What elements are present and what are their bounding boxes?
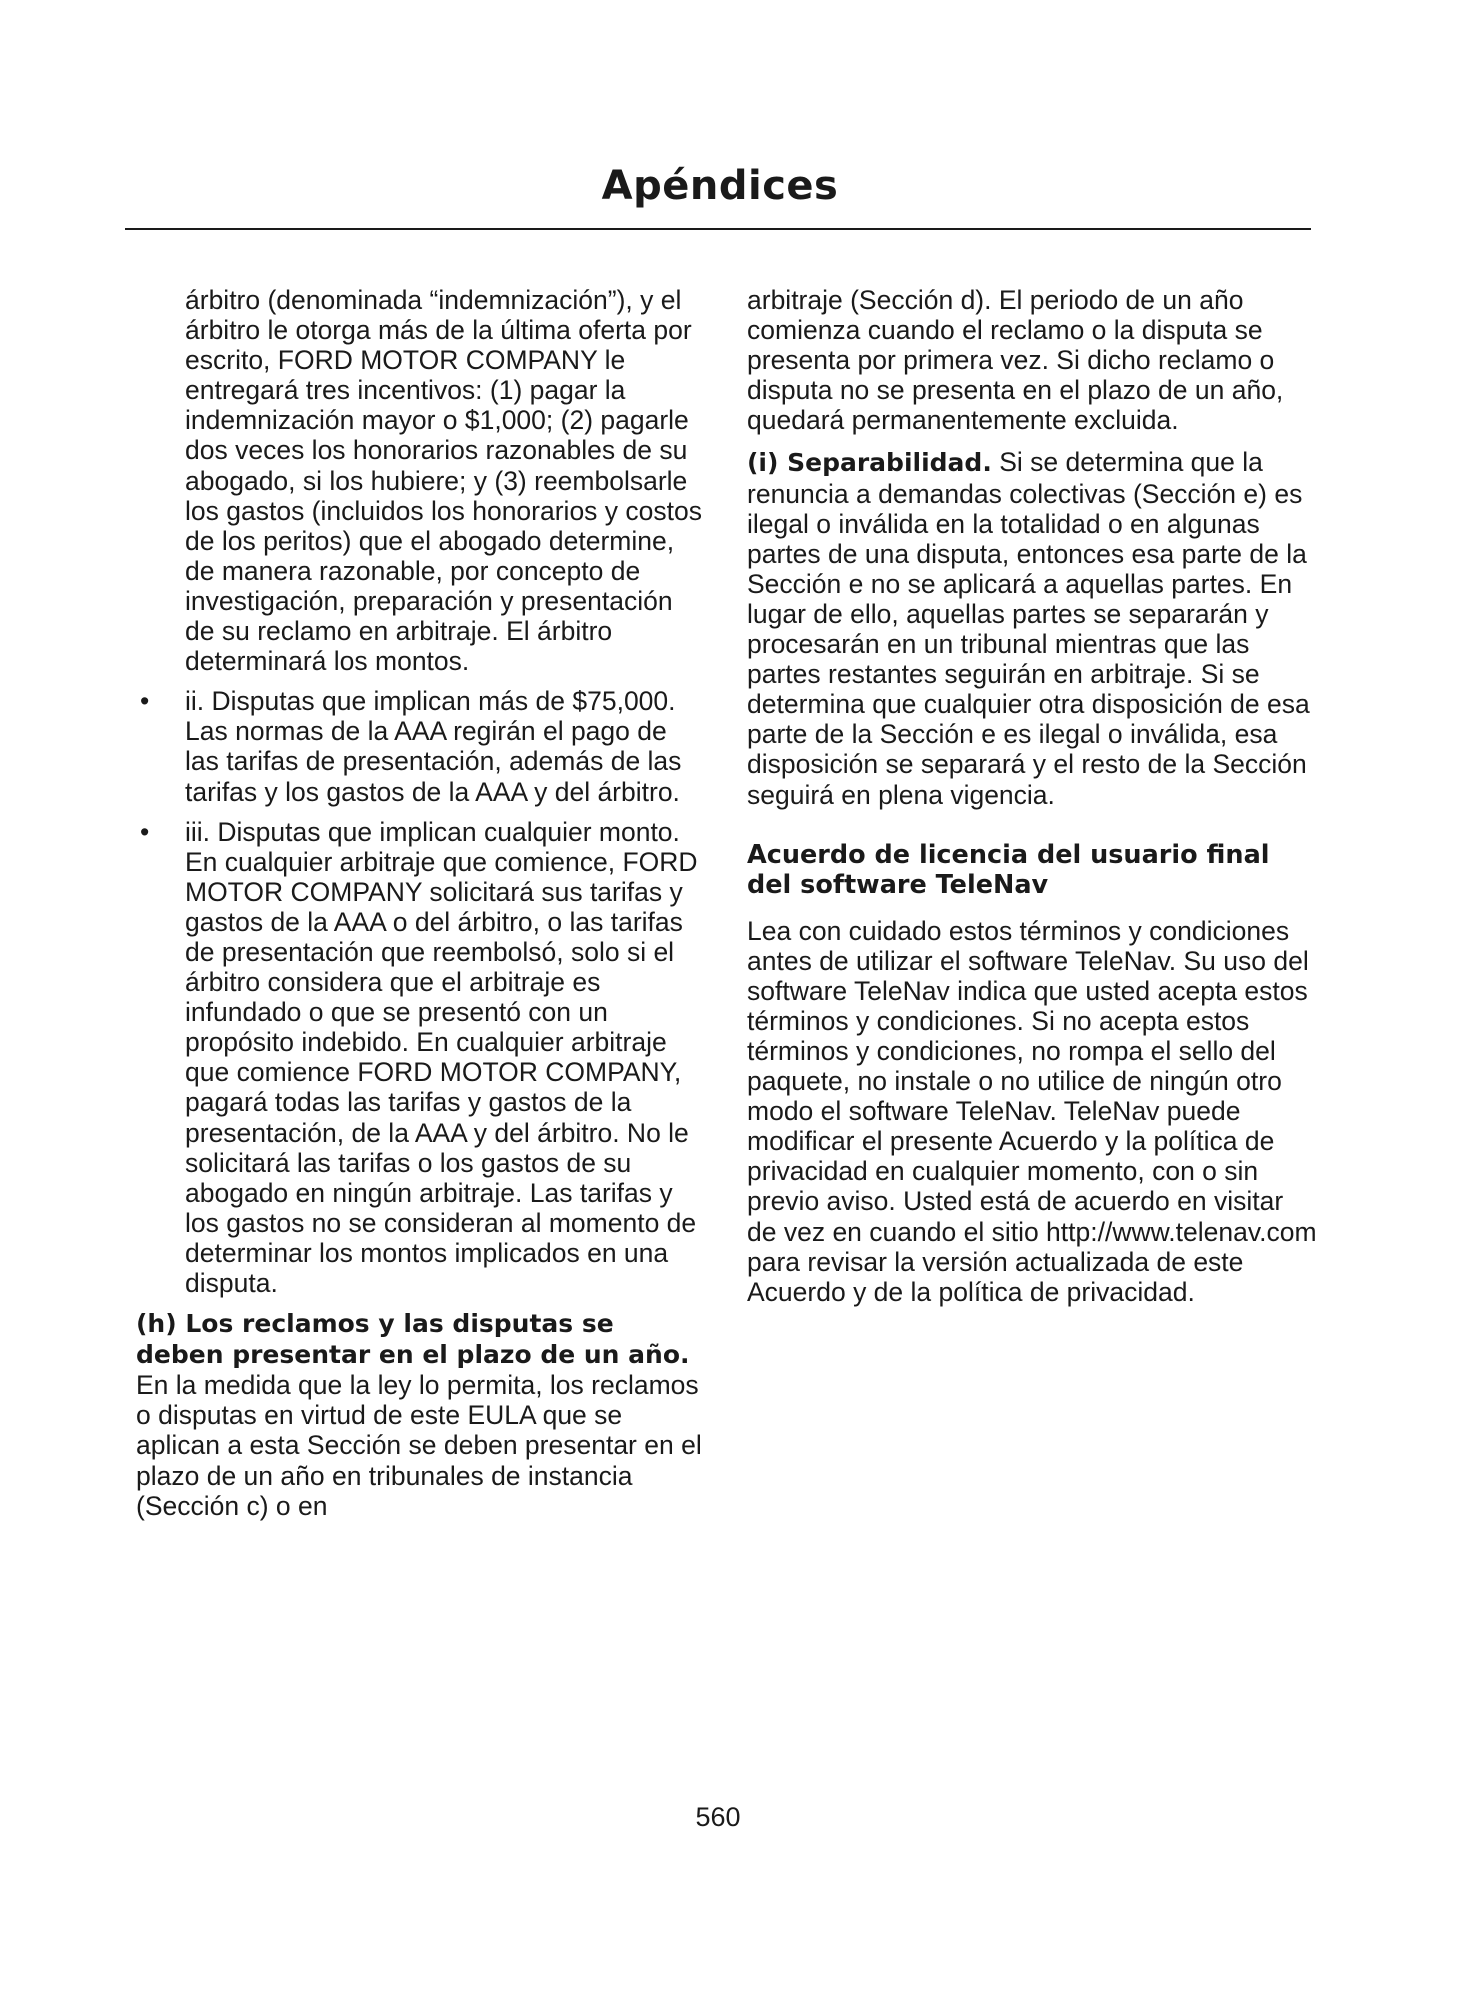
section-i-heading: (i) Separabilidad. [747,448,992,478]
right-column [747,285,1317,1307]
page-number: 560 [695,1802,741,1832]
left-column [136,285,706,1521]
bullet-marker: • [140,816,150,847]
bullet-text: iii. Disputas que implican cualquier monto. En cualquier arbitraje que comience, FORD MOTOR COMPANY solicitará sus tarifas y gastos de la AAA o del árbitro, o las tarifas de presentación que reembolsó, solo si el árbitro considera que el arbitraje es infundado o que se presentó con un propósito indebido. En cualquier arbitraje que comience FORD MOTOR COMPANY, pagará todas las tarifas y gastos de la presentación, de la AAA y del árbitro. No le solicitará las tarifas o los gastos de su abogado en ningún arbitraje. Las tarifas y los gastos no se consideran al momento de determinar los montos implicados en una disputa. [185,816,698,1298]
section-h-paragraph [136,1308,706,1521]
section-i-body: Si se determina que la renuncia a demandas colectivas (Sección e) es ilegal o inválida en la totalidad o en algunas partes de una disputa, entonces esa parte de la Sección e no se aplicará a aquellas partes. En lugar de ello, aquellas partes se separarán y procesarán en un tribunal mientras que las partes restantes seguirán en arbitraje. Si se determina que cualquier otra disposición de esa parte de la Sección e es ilegal o inválida, esa disposición se separará y el resto de la Sección seguirá en plena vigencia. [747,447,1310,810]
bullet-item-iii [136,817,706,1299]
bullet-item-ii [136,686,706,806]
section-h-heading: (h) Los reclamos y las disputas se deben presentar en el plazo de un año. [136,1309,690,1370]
right-continuation-paragraph: arbitraje (Sección d). El periodo de un año comienza cuando el reclamo o la disputa se presenta por primera vez. Si dicho reclamo o disputa no se presenta en el plazo de un año, quedará permanentemente excluida. [747,285,1284,436]
telenav-body: Lea con cuidado estos términos y condiciones antes de utilizar el software TeleNav. Su uso del software TeleNav indica que usted acepta estos términos y condiciones. Si no acepta estos términos y condiciones, no rompa el sello del paquete, no instale o no utilice de ningún otro modo el software TeleNav. TeleNav puede modificar el presente Acuerdo y la política de privacidad en cualquier momento, con o sin previo aviso. Usted está de acuerdo en visitar de vez en cuando el sitio http://www.telenav.com para revisar la versión actualizada de este Acuerdo y de la política de privacidad. [747,915,1317,1307]
left-continuation-paragraph: árbitro (denominada “indemnización”), y el árbitro le otorga más de la última oferta por escrito, FORD MOTOR COMPANY le entregará tres incentivos: (1) pagar la indemnización mayor o $1,000; (2) pagarle dos veces los honorarios razonables de su abogado, si los hubiere; y (3) reembolsarle los gastos (incluidos los honorarios y costos de los peritos) que el abogado determine, de manera razonable, por concepto de investigación, preparación y presentación de su reclamo en arbitraje. El árbitro determinará los montos. [185,285,702,677]
section-i-paragraph [747,447,1317,809]
title-divider [125,228,1311,230]
page-title: Apéndices [601,163,839,209]
bullet-text: ii. Disputas que implican más de $75,000. Las normas de la AAA regirán el pago de las tarifas de presentación, además de las tarifas y los gastos de la AAA y del árbitro. [185,686,682,807]
section-h-body: En la medida que la ley lo permita, los reclamos o disputas en virtud de este EULA que se aplican a esta Sección se deben presentar en el plazo de un año en tribunales de instancia (Sección c) o en [136,1370,702,1521]
bullet-marker: • [140,686,150,717]
telenav-heading: Acuerdo de licencia del usuario final del software TeleNav [747,839,1270,900]
